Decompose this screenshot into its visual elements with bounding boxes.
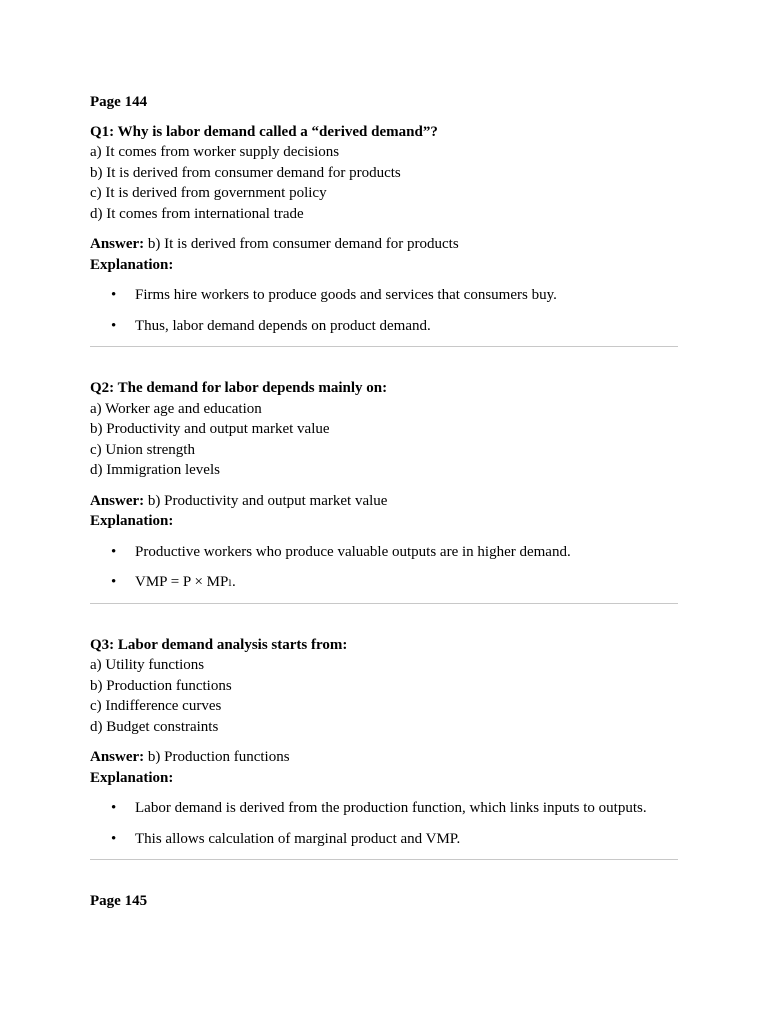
bullet-text: VMP = P × MPₗ. bbox=[135, 574, 236, 590]
bullet-icon: • bbox=[111, 800, 117, 816]
explanation-list bbox=[90, 285, 678, 336]
option-d: d) It comes from international trade bbox=[90, 205, 304, 222]
question-title: Q2: The demand for labor depends mainly on: bbox=[90, 380, 388, 396]
explanation-label: Explanation: bbox=[90, 513, 174, 529]
bullet-text: Thus, labor demand depends on product demand. bbox=[135, 317, 431, 334]
section-divider bbox=[90, 859, 678, 860]
answer-text: b) Productivity and output market value bbox=[144, 492, 388, 509]
bullet-icon: • bbox=[111, 574, 117, 590]
bullet-icon: • bbox=[111, 830, 117, 847]
option-c: c) Indifference curves bbox=[90, 698, 222, 714]
answer-label: Answer: bbox=[90, 749, 145, 765]
explanation-list bbox=[90, 542, 678, 593]
option-d: d) Immigration levels bbox=[90, 462, 220, 478]
option-a: a) Worker age and education bbox=[90, 400, 262, 417]
option-b: b) It is derived from consumer demand for products bbox=[90, 164, 401, 181]
explanation-bullet bbox=[90, 798, 678, 819]
bullet-icon: • bbox=[111, 543, 117, 560]
option-c: c) It is derived from government policy bbox=[90, 185, 327, 201]
question-block-2 bbox=[90, 378, 678, 593]
option-d: d) Budget constraints bbox=[90, 718, 219, 735]
bullet-icon: • bbox=[111, 317, 117, 334]
explanation-bullet bbox=[90, 572, 678, 593]
explanation-label: Explanation: bbox=[90, 769, 174, 786]
explanation-label: Explanation: bbox=[90, 256, 174, 273]
option-c: c) Union strength bbox=[90, 441, 195, 458]
bullet-text: Firms hire workers to produce goods and services that consumers buy. bbox=[135, 287, 557, 303]
answer-text: b) It is derived from consumer demand for products bbox=[144, 236, 459, 252]
page-number-label: Page 144 bbox=[90, 94, 148, 110]
question-block-3 bbox=[90, 635, 678, 850]
option-b: b) Production functions bbox=[90, 677, 232, 694]
bullet-text: Productive workers who produce valuable outputs are in higher demand. bbox=[135, 543, 571, 560]
bullet-text: This allows calculation of marginal product and VMP. bbox=[135, 830, 461, 847]
bullet-icon: • bbox=[111, 287, 117, 303]
explanation-list bbox=[90, 798, 678, 849]
question-title: Q1: Why is labor demand called a “derived demand”? bbox=[90, 123, 438, 140]
option-a: a) Utility functions bbox=[90, 657, 205, 673]
option-b: b) Productivity and output market value bbox=[90, 421, 330, 437]
explanation-bullet bbox=[90, 829, 678, 850]
answer-line bbox=[90, 747, 678, 768]
bullet-text: Labor demand is derived from the production function, which links inputs to outputs. bbox=[135, 800, 647, 816]
explanation-bullet bbox=[90, 316, 678, 337]
answer-text: b) Production functions bbox=[144, 749, 290, 765]
answer-label: Answer: bbox=[90, 492, 145, 509]
question-block-1 bbox=[90, 122, 678, 337]
section-divider bbox=[90, 603, 678, 604]
option-a: a) It comes from worker supply decisions bbox=[90, 144, 340, 160]
section-divider bbox=[90, 346, 678, 347]
answer-line bbox=[90, 234, 678, 255]
explanation-bullet bbox=[90, 542, 678, 563]
explanation-bullet bbox=[90, 285, 678, 306]
question-title: Q3: Labor demand analysis starts from: bbox=[90, 636, 348, 653]
answer-label: Answer: bbox=[90, 236, 145, 252]
answer-line bbox=[90, 491, 678, 512]
page-number-label: Page 145 bbox=[90, 893, 148, 909]
